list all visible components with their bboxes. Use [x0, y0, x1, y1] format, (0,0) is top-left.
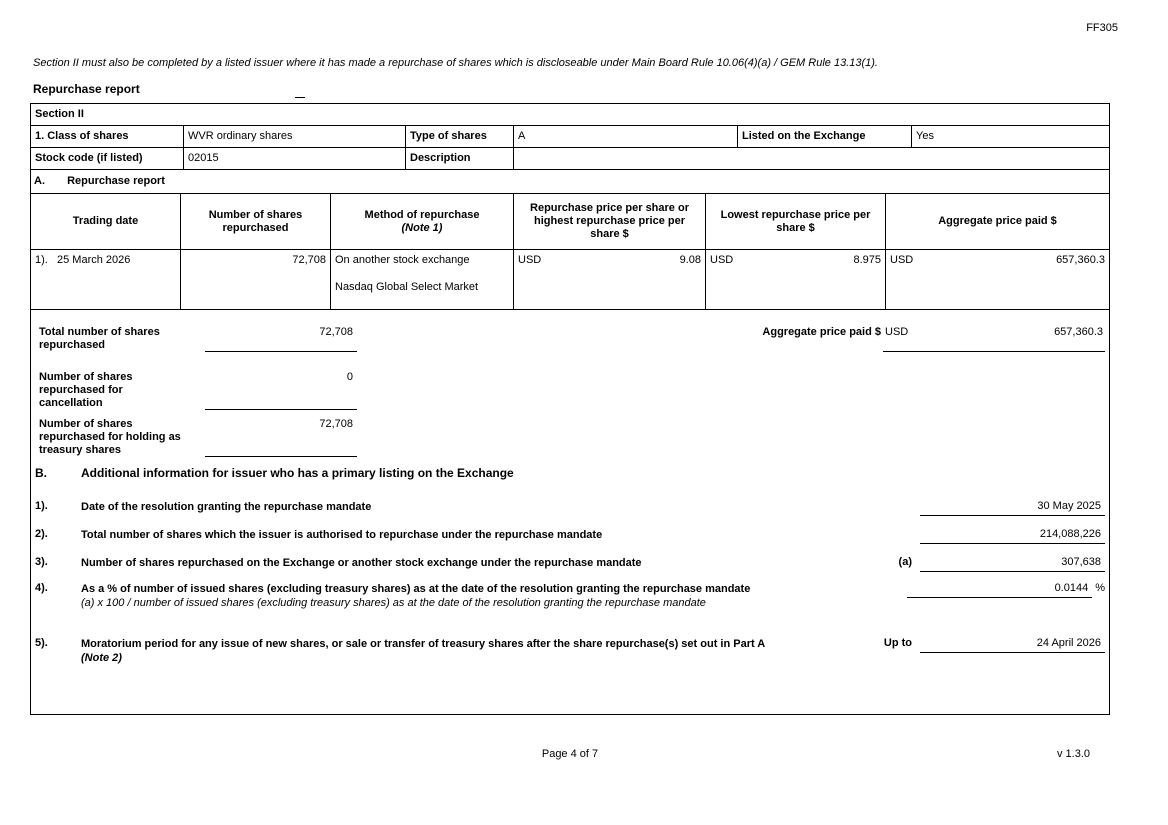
page-title: Repurchase report — [33, 82, 140, 96]
aggregate-paid-currency: USD — [885, 326, 909, 338]
cancellation-label: Number of shares repurchased for cancellation — [39, 371, 133, 409]
item4-percent-sign: % — [1095, 582, 1105, 594]
method-line2: Nasdaq Global Select Market — [335, 281, 479, 293]
item2-text: Total number of shares which the issuer is authorised to repurchase under the repurchase mandate — [81, 529, 603, 541]
low-price-cell — [706, 250, 886, 309]
stock-code-value: 02015 — [184, 148, 406, 169]
low-price-value: 8.975 — [853, 254, 881, 266]
trading-date-cell — [31, 250, 181, 309]
high-price-cell — [514, 250, 706, 309]
col-method-note: (Note 1) — [401, 221, 443, 234]
stock-code-label: Stock code (if listed) — [31, 148, 184, 169]
item5-index: 5). — [35, 637, 48, 649]
form-lower-area — [31, 310, 1109, 714]
type-of-shares-value: A — [514, 126, 738, 147]
item5-text — [81, 637, 884, 665]
total-shares-value: 72,708 — [319, 326, 353, 338]
intro-note: Section II must also be completed by a listed issuer where it has made a repurchase of shares which is discloseable under Main Board Rule 10.06(4)(a) / GEM Rule 13.13(1). — [33, 57, 878, 69]
item3-field: 307,638 — [920, 556, 1105, 572]
sectionA-header — [31, 170, 1109, 194]
cancellation-field — [205, 371, 357, 410]
shares-repurchased-value: 72,708 — [181, 250, 331, 309]
treasury-row — [35, 418, 1105, 457]
form-code: FF305 — [1086, 22, 1118, 34]
treasury-field — [205, 418, 357, 457]
version-label: v 1.3.0 — [1056, 748, 1090, 760]
item3-text: Number of shares repurchased on the Exchange or another stock exchange under the repurchase mandate — [81, 557, 642, 569]
item4-field: 0.0144 — [907, 582, 1092, 598]
stock-code-row — [31, 148, 1109, 170]
aggregate-price-cell — [886, 250, 1109, 309]
item4-subtext: (a) x 100 / number of issued shares (excluding treasury shares) as at the date of the resolution granting the repurchase mandate — [81, 597, 706, 609]
sectionB-letter: B. — [35, 466, 47, 480]
high-price-currency: USD — [518, 254, 542, 266]
method-cell — [331, 250, 514, 309]
class-of-shares-value: WVR ordinary shares — [184, 126, 406, 147]
item2-index: 2). — [35, 528, 48, 540]
description-value — [514, 148, 1109, 169]
item1-index: 1). — [35, 500, 48, 512]
col-method — [331, 194, 514, 249]
col-aggregate-price: Aggregate price paid $ — [938, 215, 1057, 227]
item4-index: 4). — [35, 582, 48, 594]
repurchase-report-form — [30, 103, 1110, 715]
method-line1: On another stock exchange — [335, 254, 470, 266]
listed-on-exchange-value: Yes — [916, 130, 934, 142]
description-label: Description — [406, 148, 514, 169]
sectionA-title: Repurchase report — [67, 175, 165, 187]
sectionB-item-3 — [35, 556, 1105, 572]
col-method-label: Method of repurchase — [364, 208, 480, 221]
col-shares-repurchased: Number of shares repurchased — [181, 194, 331, 249]
item5-marker: Up to — [883, 637, 912, 649]
aggregate-price-value: 657,360.3 — [1056, 254, 1105, 266]
low-price-currency: USD — [710, 254, 734, 266]
section2-header: Section II — [31, 104, 1109, 126]
aggregate-currency: USD — [890, 254, 914, 266]
item5-note: (Note 2) — [81, 652, 122, 664]
item2-field: 214,088,226 — [920, 528, 1105, 544]
item5-field: 24 April 2026 — [920, 637, 1105, 653]
total-shares-row — [35, 326, 1105, 352]
col-trading-date: Trading date — [31, 194, 181, 249]
title-underline-mark — [295, 97, 305, 98]
columns-header-row — [31, 194, 1109, 250]
item1-field: 30 May 2025 — [920, 500, 1105, 516]
class-of-shares-label: 1. Class of shares — [31, 126, 184, 147]
page-number: Page 4 of 7 — [541, 748, 599, 760]
cancellation-row — [35, 371, 1105, 410]
item3-index: 3). — [35, 556, 48, 568]
sectionB-title: Additional information for issuer who has a primary listing on the Exchange — [81, 466, 514, 480]
trading-date-value: 25 March 2026 — [57, 254, 131, 266]
spacer — [357, 326, 762, 352]
type-of-shares-label: Type of shares — [406, 126, 514, 147]
item5-main-text: Moratorium period for any issue of new shares, or sale or transfer of treasury shares after the share repurchase(s) set out in Part A — [81, 638, 766, 650]
row-index: 1). — [35, 254, 48, 266]
treasury-value: 72,708 — [319, 418, 353, 430]
sectionB-item-2 — [35, 528, 1105, 544]
sectionA-letter: A. — [34, 175, 45, 187]
cancellation-value: 0 — [346, 371, 353, 383]
aggregate-paid-field — [883, 326, 1105, 352]
sectionB-item-1 — [35, 500, 1105, 516]
sectionB-header — [35, 467, 1105, 480]
repurchase-data-row — [31, 250, 1109, 310]
listed-on-exchange-label: Listed on the Exchange — [738, 126, 912, 147]
sectionB-item-5 — [35, 637, 1105, 665]
treasury-label: Number of shares repurchased for holding as treasury shares — [39, 418, 181, 456]
total-shares-field — [205, 326, 357, 352]
item1-text: Date of the resolution granting the repurchase mandate — [81, 501, 372, 513]
class-of-shares-row — [31, 126, 1109, 148]
high-price-value: 9.08 — [679, 254, 701, 266]
item3-marker: (a) — [898, 556, 912, 568]
item4-text — [81, 582, 907, 610]
total-shares-label: Total number of shares repurchased — [39, 326, 160, 351]
col-high-price: Repurchase price per share or highest repurchase price per share $ — [514, 194, 706, 249]
col-low-price: Lowest repurchase price per share $ — [706, 194, 886, 249]
aggregate-paid-value: 657,360.3 — [1054, 326, 1103, 338]
sectionB-item-4 — [35, 582, 1105, 610]
aggregate-paid-label: Aggregate price paid $ — [762, 326, 881, 338]
item4-main-text: As a % of number of issued shares (excluding treasury shares) as at the date of the resolution granting the repurchase mandate — [81, 583, 751, 595]
